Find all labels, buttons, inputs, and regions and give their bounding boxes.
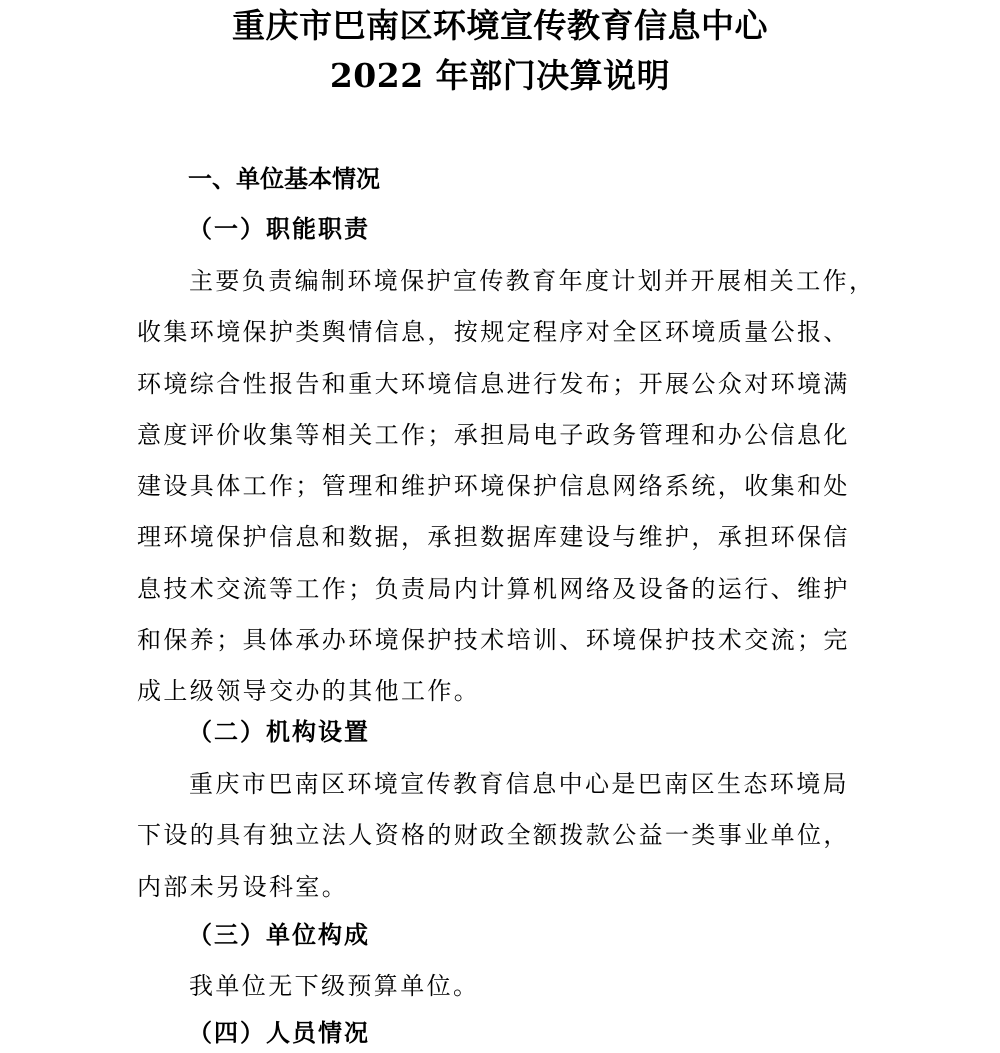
document-title: 重庆市巴南区环境宣传教育信息中心 (232, 6, 768, 45)
paragraph-line: 重庆市巴南区环境宣传教育信息中心是巴南区生态环境局 (189, 770, 849, 798)
paragraph-line: 环境综合性报告和重大环境信息进行发布；开展公众对环境满 (137, 369, 850, 398)
paragraph-composition (137, 961, 897, 1012)
paragraph-organization (137, 759, 897, 913)
paragraph-line: 意度评价收集等相关工作；承担局电子政务管理和办公信息化 (137, 420, 850, 449)
paragraph-line: 理环境保护信息和数据，承担数据库建设与维护，承担环保信 (137, 523, 850, 552)
subheading-functions: （一）职能职责 (188, 214, 370, 243)
paragraph-line: 主要负责编制环境保护宣传教育年度计划并开展相关工作， (189, 267, 876, 295)
paragraph-line: 下设的具有独立法人资格的财政全额拨款公益一类事业单位， (137, 821, 850, 850)
section-heading-basic-info: 一、单位基本情况 (188, 165, 380, 193)
paragraph-line: 收集环境保护类舆情信息，按规定程序对全区环境质量公报、 (137, 318, 850, 347)
paragraph-line: 息技术交流等工作；负责局内计算机网络及设备的运行、维护 (137, 574, 850, 603)
paragraph-functions (137, 256, 897, 718)
paragraph-line: 我单位无下级预算单位。 (189, 972, 480, 1000)
document-subtitle: 2022 年部门决算说明 (329, 56, 671, 95)
paragraph-line: 内部未另设科室。 (137, 872, 349, 901)
subheading-organization: （二）机构设置 (188, 717, 370, 746)
paragraph-line: 建设具体工作；管理和维护环境保护信息网络系统，收集和处 (137, 472, 850, 501)
subheading-composition: （三）单位构成 (188, 920, 370, 949)
paragraph-line: 成上级领导交办的其他工作。 (137, 677, 481, 706)
subheading-personnel: （四）人员情况 (188, 1018, 370, 1047)
paragraph-line: 和保养；具体承办环境保护技术培训、环境保护技术交流；完 (137, 626, 850, 655)
